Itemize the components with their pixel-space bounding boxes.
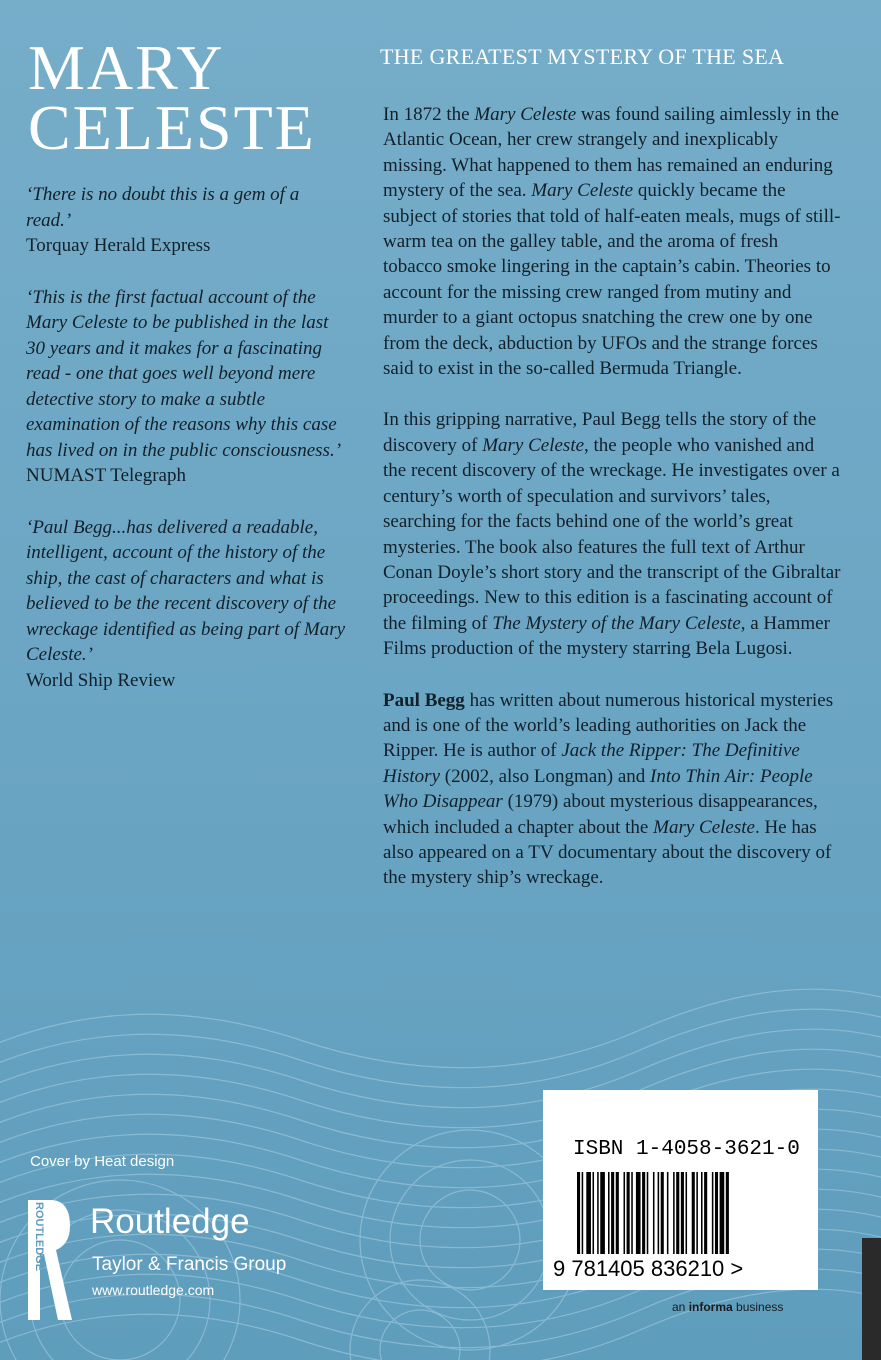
- publisher-group: Taylor & Francis Group: [92, 1254, 287, 1275]
- publisher-url: www.routledge.com: [92, 1282, 215, 1298]
- svg-text:ROUTLEDGE: ROUTLEDGE: [33, 1202, 45, 1272]
- barcode-panel: [543, 1090, 818, 1290]
- title-line-1: MARY: [28, 32, 225, 103]
- blurb-heading: THE GREATEST MYSTERY OF THE SEA: [380, 44, 785, 69]
- blurb-body: [383, 102, 841, 917]
- spine-edge: [862, 1238, 881, 1360]
- review-quote: [26, 285, 346, 489]
- book-title: [28, 32, 328, 163]
- barcode-icon: [577, 1172, 791, 1254]
- publisher-name: Routledge: [90, 1202, 250, 1241]
- informa-tagline: an informa business: [672, 1300, 784, 1314]
- review-quote: [26, 182, 346, 259]
- barcode-digits: 9 781405 836210 >: [553, 1256, 744, 1281]
- quote-text: ‘There is no doubt this is a gem of a read.’: [26, 184, 300, 231]
- quote-text: ‘Paul Begg...has delivered a readable, intelligent, account of the history of the ship, the cast of characters and what is believed to be the recent discovery of the wreckage identified as being part of Mary Celeste.’: [26, 516, 346, 665]
- cover-credit: Cover by Heat design: [30, 1153, 175, 1170]
- quote-source: Torquay Herald Express: [26, 235, 211, 256]
- routledge-logo-icon: [20, 1196, 80, 1324]
- quote-source: World Ship Review: [26, 669, 176, 691]
- title-line-2: CELESTE: [28, 92, 316, 163]
- isbn-number: ISBN 1-4058-3621-0: [573, 1138, 800, 1161]
- blurb-paragraph-1: In 1872 the Mary Celeste was found sailing aimlessly in the Atlantic Ocean, her crew strangely and inexplicably missing. What happened to them has remained an enduring mystery of the sea. Mary Celeste quickly became the subject of stories that told of half-eaten meals, mugs of still-warm tea on the galley table, and the aroma of fresh tobacco smoke lingering in the captain’s cabin. Theories to account for the missing crew ranged from mutiny and murder to a giant octopus snatching the crew one by one from the deck, abduction by UFOs and the strange forces said to exist in the so-called Bermuda Triangle.: [383, 104, 841, 380]
- review-quote: [26, 515, 346, 694]
- publisher-block: [20, 1196, 340, 1336]
- quote-source: NUMAST Telegraph: [26, 465, 186, 486]
- author-name: Paul Begg: [383, 689, 465, 711]
- blurb-paragraph-2: In this gripping narrative, Paul Begg tells the story of the discovery of Mary Celeste, the people who vanished and the recent discovery of the wreckage. He investigates over a century’s worth of speculation and survivors’ tales, searching for the facts behind one of the world’s great mysteries. The book also features the full text of Arthur Conan Doyle’s short story and the transcript of the Gibraltar proceedings. New to this edition is a fascinating account of the filming of The Mystery of the Mary Celeste, a Hammer Films production of the mystery starring Bela Lugosi.: [383, 409, 841, 660]
- review-quotes: [26, 182, 346, 719]
- quote-text: ‘This is the first factual account of the Mary Celeste to be published in the last 30 years and it makes for a fascinating read - one that goes well beyond mere detective story to make a subtle examination of the reasons why this case has lived on in the public consciousness.’: [26, 286, 342, 461]
- author-bio: Paul Begg has written about numerous historical mysteries and is one of the world’s leading authorities on Jack the Ripper. He is author of Jack the Ripper: The Definitive History (2002, also Longman) and Into Thin Air: People Who Disappear (1979) about mysterious disappearances, which included a chapter about the Mary Celeste. He has also appeared on a TV documentary about the discovery of the mystery ship’s wreckage.: [383, 689, 834, 889]
